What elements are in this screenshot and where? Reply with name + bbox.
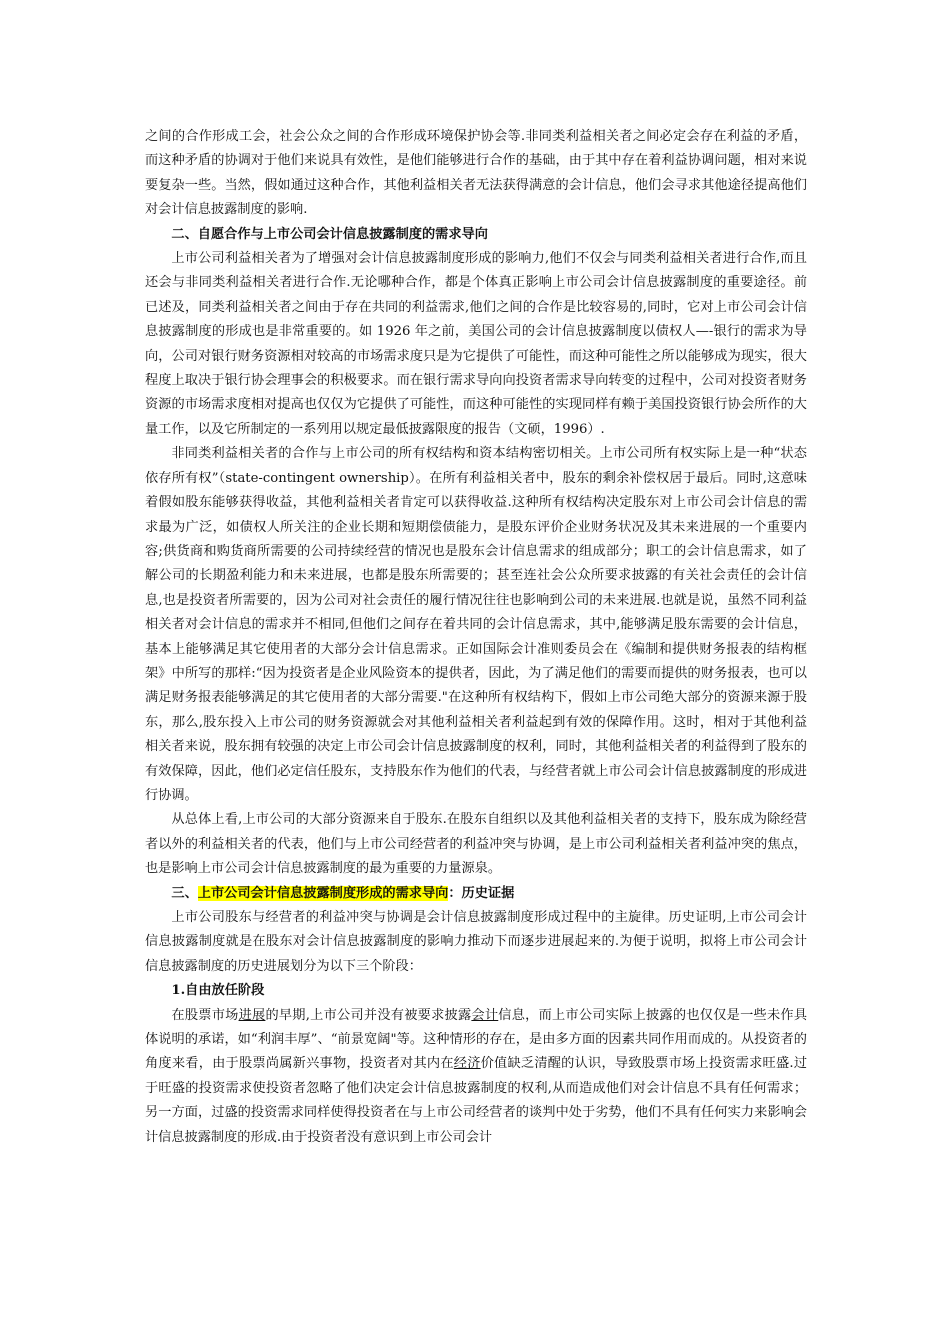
text-segment: 的早期,上市公司并没有被要求披露 — [265, 1007, 472, 1023]
heading-prefix: 三、 — [171, 885, 198, 901]
hyperlink[interactable]: 会计 — [471, 1007, 499, 1023]
paragraph: 上市公司股东与经营者的利益冲突与协调是会计信息披露制度形成过程中的主旋律。历史证明,上市公司会计信息披露制度就是在股东对会计信息披露制度的影响力推动下而逐步进展起来的.为便于说明，拟将上市公司会计信息披露制度的历史进展划分为以下三个阶段： — [145, 910, 807, 974]
subsection-heading: 1.自由放任阶段 — [171, 983, 265, 999]
text-segment: 信息，而上市公司实际上披露的也仅仅是一些未作具体说明的承诺，如“利润丰厚”、“前景宽阔"等。这种情形的存在，是由多方面的因素共同作用而成的。从投资者的角度来看，由于股票尚属新兴事物，投资者对其内在 — [145, 1007, 808, 1072]
hyperlink[interactable]: 进展 — [238, 1007, 266, 1023]
highlighted-heading-text: 上市公司会计信息披露制度形成的需求导向 — [197, 885, 449, 901]
paragraph: 之间的合作形成工会，社会公众之间的合作形成环境保护协会等.非同类利益相关者之间必定会存在利益的矛盾，而这种矛盾的协调对于他们来说具有效性，是他们能够进行合作的基础，由于其中存在着利益协调问题，相对来说要复杂一些。当然，假如通过这种合作，其他利益相关者无法获得满意的会计信息，他们会寻求其他途径提高他们对会计信息披露制度的影响. — [145, 129, 807, 218]
text-segment: 在股票市场 — [171, 1007, 239, 1023]
paragraph: 从总体上看,上市公司的大部分资源来自于股东.在股东自组织以及其他利益相关者的支持下，股东成为除经营者以外的利益相关者的代表，他们与上市公司经营者的利益冲突与协调，是上市公司利益相关者利益冲突的焦点，也是影响上市公司会计信息披露制度的最为重要的力量源泉。 — [145, 812, 807, 877]
section-heading-2: 二、自愿合作与上市公司会计信息披露制度的需求导向 — [171, 226, 488, 242]
text-segment: 价值缺乏清醒的认识，导致股票市场上投资需求旺盛.过于旺盛的投资需求使投资者忽略了他们决定会计信息披露制度的权利,从而造成他们对会计信息不具有任何需求；另一方面，过盛的投资需求同样使得投资者在与上市公司经营者的谈判中处于劣势，他们不具有任何实力来影响会计信息披露制度的形成.由于投资者没有意识到上市公司会计 — [145, 1056, 808, 1145]
document-body — [145, 125, 807, 1150]
heading-suffix: ：历史证据 — [448, 885, 515, 901]
hyperlink[interactable]: 经济 — [453, 1056, 481, 1072]
paragraph: 非同类利益相关者的合作与上市公司的所有权结构和资本结构密切相关。上市公司所有权实际上是一种“状态依存所有权”（state-contingent ownership）。在所有利益相关者中，股东的剩余补偿权居于最后。同时,这意味着假如股东能够获得收益，其他利益相关者肯定可以获得收益.这种所有权结构决定股东对上市公司会计信息的需求最为广泛，如债权人所关注的企业长期和短期偿债能力，是股东评价企业财务状况及其未来进展的一个重要内容;供货商和购货商所需要的公司持续经营的情况也是股东会计信息需求的组成部分；职工的会计信息需求，如了解公司的长期盈利能力和未来进展，也都是股东所需要的；甚至连社会公众所要求披露的有关社会责任的会计信息,也是投资者所需要的，因为公司对社会责任的履行情况往往也影响到公司的未来进展.也就是说，虽然不同利益相关者对会计信息的需求并不相同,但他们之间存在着共同的会计信息需求，其中,能够满足股东需要的会计信息，基本上能够满足其它使用者的大部分会计信息需求。正如国际会计准则委员会在《编制和提供财务报表的结构框架》中所写的那样:“因为投资者是企业风险资本的提供者，因此，为了满足他们的需要而提供的财务报表，也可以满足财务报表能够满足的其它使用者的大部分需要."在这种所有权结构下，假如上市公司绝大部分的资源来源于股东，那么,股东投入上市公司的财务资源就会对其他利益相关者利益起到有效的保障作用。这时，相对于其他利益相关者来说，股东拥有较强的决定上市公司会计信息披露制度的权利，同时，其他利益相关者的利益得到了股东的有效保障，因此，他们必定信任股东，支持股东作为他们的代表，与经营者就上市公司会计信息披露制度的形成进行协调。 — [145, 446, 807, 803]
section-heading-3 — [145, 882, 807, 906]
paragraph — [145, 1004, 807, 1150]
paragraph: 上市公司利益相关者为了增强对会计信息披露制度形成的影响力,他们不仅会与同类利益相关者进行合作,而且还会与非同类利益相关者进行合作.无论哪种合作，都是个体真正影响上市公司会计信息披露制度的重要途径。前已述及，同类利益相关者之间由于存在共同的利益需求,他们之间的合作是比较容易的,同时，它对上市公司会计信息披露制度的形成也是非常重要的。如 1926 年之前，美国公司的会计信息披露制度以债权人—-银行的需求为导向，公司对银行财务资源相对较高的市场需求度只是为它提供了可能性，而这种可能性之所以能够成为现实，很大程度上取决于银行协会理事会的积极要求。而在银行需求导向向投资者需求导向转变的过程中，公司对投资者财务资源的市场需求度相对提高也仅仅为它提供了可能性，而这种可能性的实现同样有赖于美国投资银行协会所作的大量工作，以及它所制定的一系列用以规定最低披露限度的报告（文硕，1996）. — [145, 251, 807, 437]
